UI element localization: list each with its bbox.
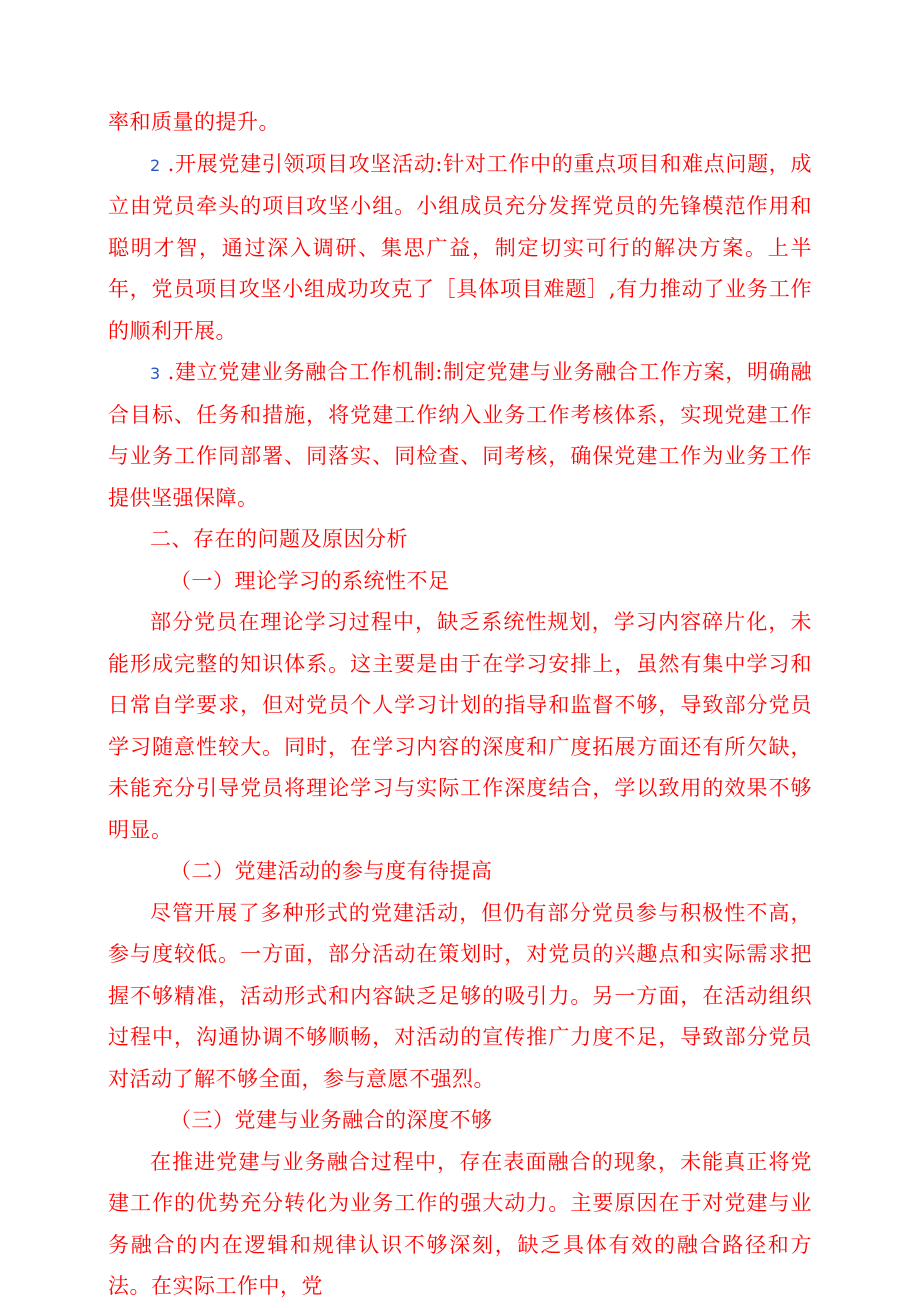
paragraph-text: 尽管开展了多种形式的党建活动，但仍有部分党员参与积极性不高，参与度较低。一方面，部分活动在策划时，对党员的兴趣点和实际需求把握不够精准，活动形式和内容缺乏足够的吸引力。另一方面，在活动组织过程中，沟通协调不够顺畅，对活动的宣传推广力度不足，导致部分党员对活动了解不够全面，参与意愿不强烈。 xyxy=(108,900,812,1091)
paragraph-text: 在推进党建与业务融合过程中，存在表面融合的现象，未能真正将党建工作的优势充分转化为业务工作的强大动力。主要原因在于对党建与业务融合的内在逻辑和规律认识不够深刻，缺乏具体有效的融合路径和方法。在实际工作中，党 xyxy=(108,1149,812,1298)
paragraph-continuation xyxy=(108,102,812,144)
paragraph-text: .建立党建业务融合工作机制:制定党建与业务融合工作方案，明确融合目标、任务和措施，将党建工作纳入业务工作考核体系，实现党建工作与业务工作同部署、同落实、同检查、同考核，确保党建工作为业务工作提供坚强保障。 xyxy=(108,360,812,510)
paragraph-2 xyxy=(108,893,812,1101)
numbered-item-2 xyxy=(108,144,812,353)
section-heading xyxy=(108,519,812,561)
subsection-heading-2 xyxy=(108,851,812,893)
paragraph-text: 率和质量的提升。 xyxy=(108,110,280,134)
paragraph-1 xyxy=(108,602,812,851)
document-body xyxy=(108,102,812,1308)
item-number: 3 xyxy=(150,364,161,383)
subsection-heading-1 xyxy=(108,561,812,603)
paragraph-text: .开展党建引领项目攻坚活动:针对工作中的重点项目和难点问题，成立由党员牵头的项目攻坚小组。小组成员充分发挥党员的先锋模范作用和聪明才智，通过深入调研、集思广益，制定切实可行的解决方案。上半年，党员项目攻坚小组成功攻克了［具体项目难题］,有力推动了业务工作的顺利开展。 xyxy=(108,151,812,343)
heading-text: 二、存在的问题及原因分析 xyxy=(150,527,408,551)
heading-text: （二）党建活动的参与度有待提高 xyxy=(170,859,493,883)
subsection-heading-3 xyxy=(108,1100,812,1142)
heading-text: （一）理论学习的系统性不足 xyxy=(170,568,450,593)
heading-text: （三）党建与业务融合的深度不够 xyxy=(170,1108,493,1132)
paragraph-3 xyxy=(108,1142,812,1308)
numbered-item-3 xyxy=(108,352,812,519)
paragraph-text: 部分党员在理论学习过程中，缺乏系统性规划，学习内容碎片化，未能形成完整的知识体系。这主要是由于在学习安排上，虽然有集中学习和日常自学要求，但对党员个人学习计划的指导和监督不够，导致部分党员学习随意性较大。同时，在学习内容的深度和广度拓展方面还有所欠缺，未能充分引导党员将理论学习与实际工作深度结合，学以致用的效果不够明显。 xyxy=(108,610,812,842)
item-number: 2 xyxy=(150,155,161,175)
